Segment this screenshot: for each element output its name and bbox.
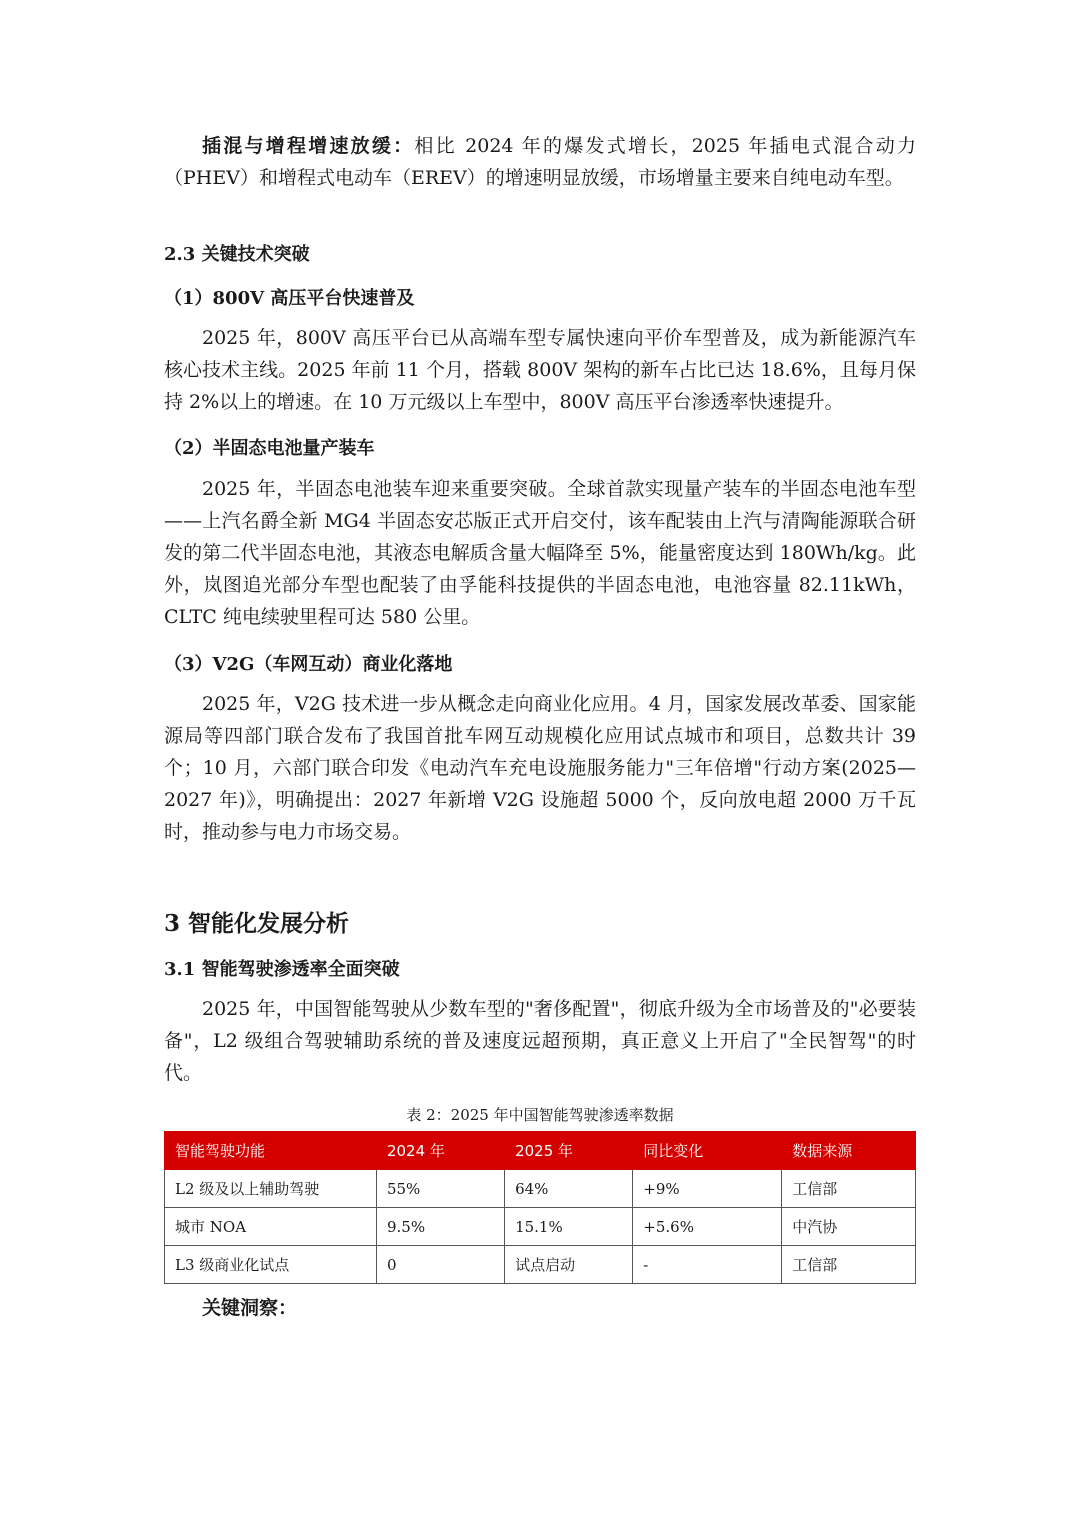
table-cell: L3 级商业化试点 — [165, 1246, 377, 1284]
item-3-heading: （3）V2G（车网互动）商业化落地 — [164, 654, 453, 675]
header-2024: 2024 年 — [376, 1132, 504, 1170]
table-cell: 中汽协 — [782, 1208, 916, 1246]
table-cell: L2 级及以上辅助驾驶 — [165, 1170, 377, 1208]
item-3-paragraph: 2025 年，V2G 技术进一步从概念走向商业化应用。4 月，国家发展改革委、国家能源局等四部门联合发布了我国首批车网互动规模化应用试点城市和项目，总数共计 39 个；10 月，六部门联合印发《电动汽车充电设施服务能力"三年倍增"行动方案(2025—2027 年)》，明确提出：2027 年新增 V2G 设施超 5000 个，反向放电超 2000 万千瓦时，推动参与电力市场交易。 — [164, 693, 916, 843]
header-source: 数据来源 — [782, 1132, 916, 1170]
header-2025: 2025 年 — [505, 1132, 633, 1170]
item-2-paragraph: 2025 年，半固态电池装车迎来重要突破。全球首款实现量产装车的半固态电池车型——上汽名爵全新 MG4 半固态安芯版正式开启交付，该车配装由上汽与清陶能源联合研发的第二代半固态电池，其液态电解质含量大幅降至 5%，能量密度达到 180Wh/kg。此外，岚图追光部分车型也配装了由孚能科技提供的半固态电池，电池容量 82.11kWh，CLTC 纯电续驶里程可达 580 公里。 — [164, 478, 916, 628]
table-cell: 15.1% — [505, 1208, 633, 1246]
table-cell: 试点启动 — [505, 1246, 633, 1284]
table-cell: 55% — [376, 1170, 504, 1208]
section-3-1-title: 3.1 智能驾驶渗透率全面突破 — [164, 959, 400, 980]
section-3-paragraph: 2025 年，中国智能驾驶从少数车型的"奢侈配置"，彻底升级为全市场普及的"必要装备"，L2 级组合驾驶辅助系统的普及速度远超预期，真正意义上开启了"全民智驾"的时代。 — [164, 998, 916, 1084]
penetration-table — [164, 1131, 916, 1284]
item-2-heading: （2）半固态电池量产装车 — [164, 438, 375, 459]
intro-lead: 插混与增程增速放缓： — [202, 135, 415, 157]
table-cell: 0 — [376, 1246, 504, 1284]
item-1-block — [164, 322, 916, 418]
item-1-paragraph: 2025 年，800V 高压平台已从高端车型专属快速向平价车型普及，成为新能源汽车核心技术主线。2025 年前 11 个月，搭载 800V 架构的新车占比已达 18.6%，且每月保持 2%以上的增速。在 10 万元级以上车型中，800V 高压平台渗透率快速提升。 — [164, 327, 916, 413]
table-cell: 工信部 — [782, 1170, 916, 1208]
table-cell: 64% — [505, 1170, 633, 1208]
section-3-title: 3 智能化发展分析 — [164, 910, 350, 937]
intro-paragraph-block — [164, 130, 916, 194]
item-2-block — [164, 473, 916, 633]
table-header-row — [165, 1132, 916, 1170]
table-cell: - — [633, 1246, 782, 1284]
table-cell: +5.6% — [633, 1208, 782, 1246]
key-insight-label: 关键洞察： — [202, 1297, 298, 1319]
intro-text: 相比 2024 年的爆发式增长，2025 年插电式混合动力（PHEV）和增程式电动车（EREV）的增速明显放缓，市场增量主要来自纯电动车型。 — [164, 135, 916, 189]
table-cell: 城市 NOA — [165, 1208, 377, 1246]
header-function: 智能驾驶功能 — [165, 1132, 377, 1170]
table-cell: 工信部 — [782, 1246, 916, 1284]
section-3-block — [164, 993, 916, 1089]
table-row — [165, 1208, 916, 1246]
table-row — [165, 1246, 916, 1284]
intro-paragraph — [164, 130, 916, 194]
item-3-block — [164, 688, 916, 848]
section-2-3-title: 2.3 关键技术突破 — [164, 244, 310, 265]
header-yoy: 同比变化 — [633, 1132, 782, 1170]
table-cell: 9.5% — [376, 1208, 504, 1246]
table-caption: 表 2：2025 年中国智能驾驶渗透率数据 — [406, 1106, 674, 1124]
table-cell: +9% — [633, 1170, 782, 1208]
item-1-heading: （1）800V 高压平台快速普及 — [164, 288, 415, 309]
table-row — [165, 1170, 916, 1208]
